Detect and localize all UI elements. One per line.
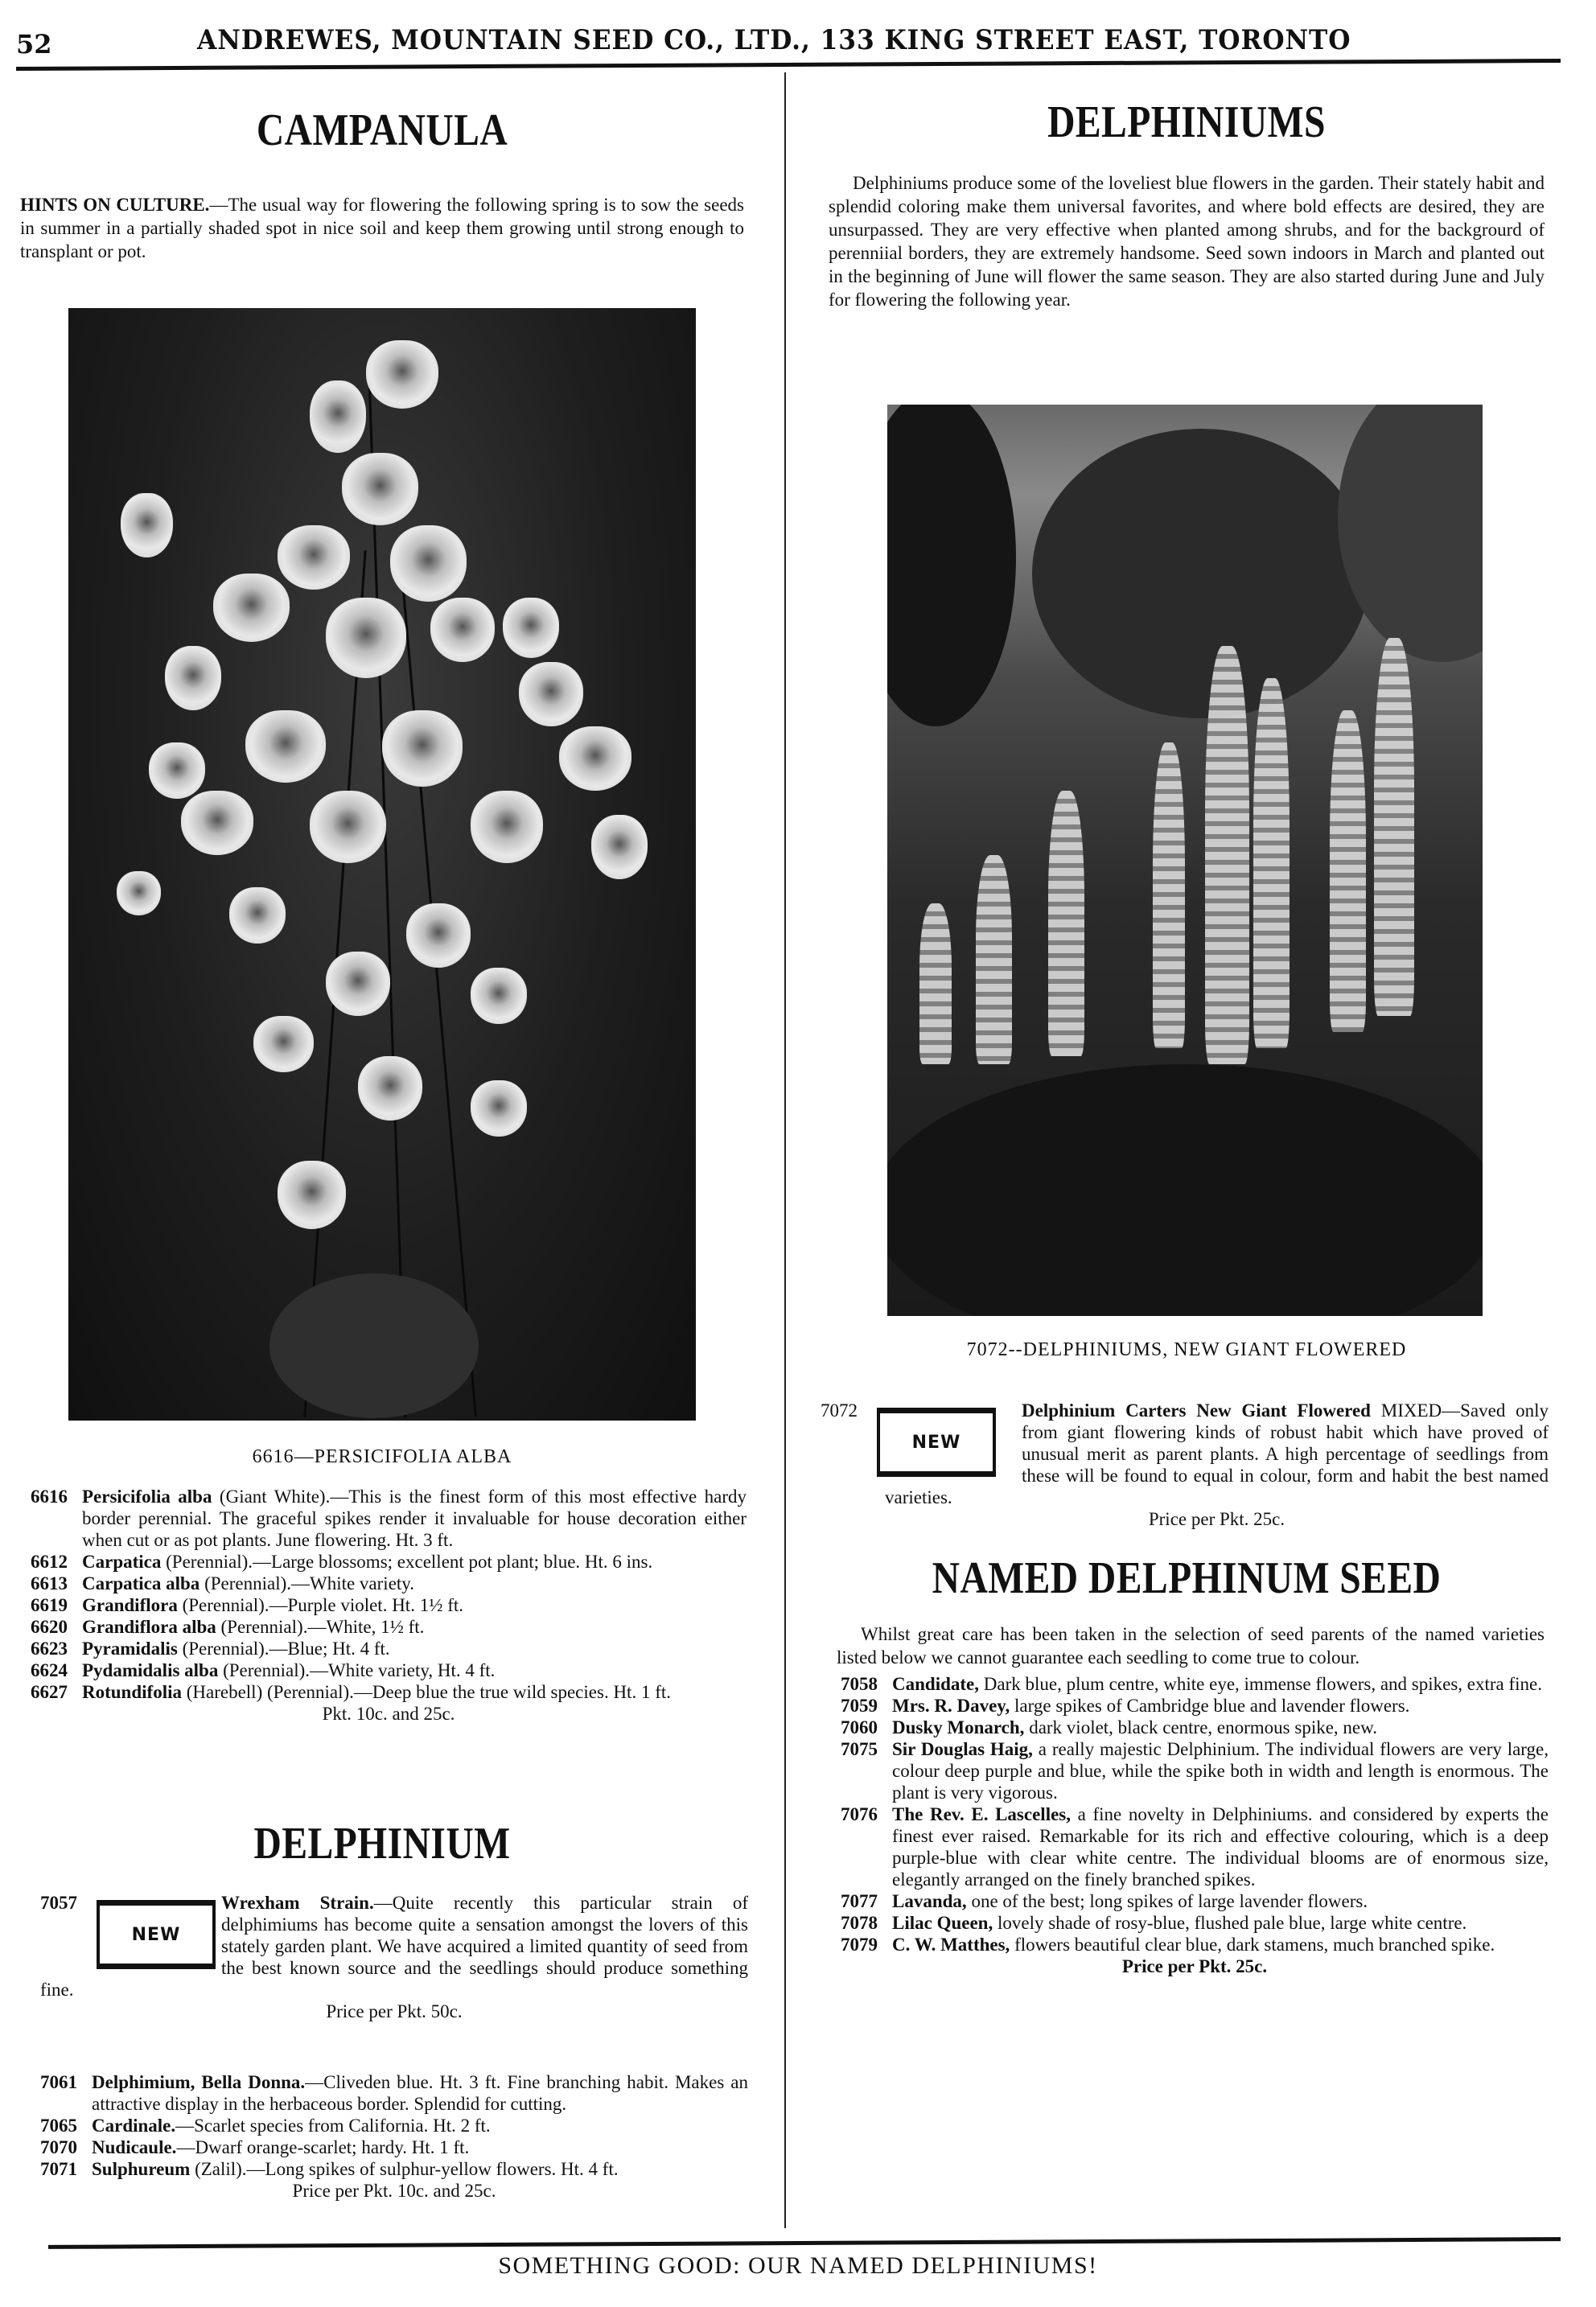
running-header — [16, 24, 1561, 64]
new-badge: NEW — [97, 1900, 216, 1969]
photo-flower — [310, 791, 386, 863]
item-desc: (Giant White).—This is the finest form of this most effective hardy border perennial. The graceful spikes render it invaluable for house decoration either when cut or as pot plants. June flowering. Ht. 3 ft. — [82, 1487, 747, 1550]
item-name: Delphinium Carters New Giant Flowered — [1022, 1400, 1371, 1421]
item-name: Sir Douglas Haig, — [892, 1739, 1033, 1759]
item-code: 6620 — [31, 1617, 68, 1637]
photo-tree — [887, 405, 1016, 726]
item-code: 7059 — [841, 1696, 878, 1716]
item-code: 7061 — [40, 2072, 77, 2092]
item-code: 7058 — [841, 1674, 878, 1694]
photo-flower — [406, 903, 471, 968]
photo-flower-spike — [1153, 742, 1185, 1048]
item-code: 7078 — [841, 1913, 878, 1933]
list-item — [841, 1912, 1549, 1934]
photo-flower-spike — [1374, 638, 1414, 1016]
item-name: Wrexham Strain. — [221, 1893, 374, 1913]
item-name: Cardinale. — [92, 2116, 176, 2136]
item-desc: —Scarlet species from California. Ht. 2 ft. — [175, 2116, 491, 2136]
item-desc: a really majestic Delphinium. The individual flowers are very large, colour deep purple and blue, while the spike both in width and length is enormous. The plant is very vigorous. — [892, 1739, 1549, 1803]
photo-flower — [358, 1056, 422, 1121]
photo-flower — [559, 726, 631, 791]
photo-flower — [278, 1161, 346, 1229]
new-item-7057 — [40, 1892, 748, 2073]
photo-flower — [471, 968, 527, 1024]
item-code: 7077 — [841, 1891, 878, 1911]
list-item — [31, 1616, 747, 1638]
new-item-text — [885, 1400, 1549, 1530]
photo-flower — [310, 380, 366, 453]
list-item — [31, 1681, 747, 1703]
item-code: 6623 — [31, 1639, 68, 1659]
photo-flower — [278, 525, 350, 590]
list-item — [31, 1551, 747, 1573]
new-item-text — [40, 1892, 748, 2022]
footer-slogan: SOMETHING GOOD: OUR NAMED DELPHINIUMS! — [498, 2252, 1098, 2279]
item-desc: lovely shade of rosy-blue, flushed pale blue, large white centre. — [993, 1913, 1467, 1933]
item-code: 7072 — [821, 1400, 858, 1421]
item-code: 6616 — [31, 1487, 68, 1507]
photo-flower-spike — [1205, 646, 1249, 1064]
photo-stem — [368, 372, 406, 1417]
list-item — [31, 1573, 747, 1594]
item-desc: (Perennial).—Blue; Ht. 4 ft. — [177, 1639, 390, 1659]
item-desc: (Perennial).—White variety. — [200, 1573, 415, 1594]
photo-flower — [519, 662, 583, 726]
photo-flower — [121, 493, 173, 557]
item-name: Nudicaule. — [92, 2137, 177, 2157]
campanula-heading: CAMPANULA — [256, 105, 508, 155]
photo-flower — [181, 791, 253, 855]
photo-flower — [471, 1080, 527, 1137]
item-name: Carpatica — [82, 1552, 162, 1572]
photo-flower — [245, 710, 326, 783]
item-code: 7079 — [841, 1935, 878, 1955]
photo-flower — [503, 598, 559, 658]
delphinium-list — [40, 2071, 748, 2202]
photo-flower — [382, 710, 463, 787]
list-item — [841, 1890, 1549, 1912]
delphiniums-intro: Delphiniums produce some of the loveliest blue flowers in the garden. Their stately habit and splendid coloring make them universal favorites, and where bold effects are desired, they are unsurpassed. They are very effective when planted among shrubs, and for the backgrourd of perenniial borders, they are extremely handsome. Seed sown indoors in March and planted out in the beginning of June will flower the same season. They are also started during June and July for flowering the following year. — [829, 173, 1545, 310]
item-code: 6613 — [31, 1573, 68, 1594]
item-desc: (Perennial).—White, 1½ ft. — [216, 1617, 425, 1637]
photo-flower-spike — [1330, 710, 1366, 1032]
photo-flower — [326, 598, 406, 678]
bottom-rule — [48, 2237, 1561, 2249]
item-code: 6619 — [31, 1595, 68, 1615]
item-code: 7060 — [841, 1717, 878, 1737]
item-name: Lilac Queen, — [892, 1913, 993, 1933]
item-desc: MIXED—Saved only from giant flowering kinds of robust habit which have proved of unusual merit as parent plants. A high percentage of seedlings from these will be found to equal in colour, form and habit the best named varieties. — [885, 1400, 1549, 1507]
photo-flower — [253, 1016, 314, 1072]
item-desc: (Perennial).—Purple violet. Ht. 1½ ft. — [177, 1595, 463, 1615]
photo-flower — [165, 646, 221, 710]
photo-foliage — [887, 1064, 1483, 1316]
item-code: 6612 — [31, 1552, 68, 1572]
item-desc: —Dwarf orange-scarlet; hardy. Ht. 1 ft. — [176, 2137, 470, 2157]
photo-flower — [430, 598, 495, 662]
item-name: Grandiflora — [82, 1595, 178, 1615]
item-name: Mrs. R. Davey, — [892, 1696, 1010, 1716]
item-desc: —Cliveden blue. Ht. 3 ft. Fine branching habit. Makes an attractive display in the herbaceous border. Splendid for cutting. — [92, 2072, 748, 2114]
delphiniums-heading: DELPHINIUMS — [1047, 97, 1326, 147]
photo-flower — [229, 887, 286, 944]
hints-on-culture — [20, 193, 744, 263]
list-item — [841, 1934, 1549, 1955]
hints-text: —The usual way for flowering the following spring is to sow the seeds in summer in a partially shaded spot in nice soil and keep them growing until strong enough to transplant or pot. — [20, 195, 745, 261]
photo-flower — [149, 742, 205, 799]
item-desc: (Perennial).—Large blossoms; excellent pot plant; blue. Ht. 6 ins. — [161, 1552, 653, 1572]
list-item — [40, 2158, 748, 2180]
photo-flower — [366, 340, 438, 409]
item-code: 7076 — [841, 1804, 878, 1824]
list-item — [841, 1803, 1549, 1890]
delphiniums-photo — [887, 405, 1483, 1316]
item-desc: (Harebell) (Perennial).—Deep blue the true wild species. Ht. 1 ft. — [181, 1682, 671, 1702]
item-desc: —Quite recently this particular strain of delphimiums has become quite a sensation amongst the lovers of this stately garden plant. We have acquired a limited quantity of seed from the best known source and the seedlings should produce something fine. — [40, 1893, 748, 2000]
item-code: 6624 — [31, 1660, 68, 1680]
item-name: Pyramidalis — [82, 1639, 178, 1659]
named-list — [841, 1673, 1549, 1977]
item-name: Carpatica alba — [82, 1573, 200, 1594]
list-item — [31, 1486, 747, 1551]
photo-flower — [342, 453, 418, 525]
list-item — [40, 2115, 748, 2136]
campanula-photo-caption: 6616—PERSICIFOLIA ALBA — [252, 1446, 512, 1467]
item-desc: Dark blue, plum centre, white eye, immense flowers, and spikes, extra fine. — [979, 1674, 1542, 1694]
photo-flower-spike — [1253, 678, 1290, 1048]
item-name: Candidate, — [892, 1674, 979, 1694]
campanula-photo — [68, 308, 696, 1421]
list-item — [841, 1738, 1549, 1803]
photo-flower — [213, 574, 290, 642]
item-code: 7057 — [40, 1893, 77, 1913]
item-desc: one of the best; long spikes of large lavender flowers. — [966, 1891, 1368, 1911]
column-divider — [784, 72, 786, 2228]
item-name: Rotundifolia — [82, 1682, 182, 1702]
delphiniums-photo-caption: 7072--DELPHINIUMS, NEW GIANT FLOWERED — [966, 1339, 1407, 1360]
item-name: Persicifolia alba — [82, 1487, 212, 1507]
new-badge: NEW — [877, 1408, 996, 1477]
hints-label: HINTS ON CULTURE. — [20, 195, 210, 215]
item-name: Lavanda, — [892, 1891, 967, 1911]
list-item — [841, 1695, 1549, 1717]
item-code: 7065 — [40, 2116, 77, 2136]
photo-foliage — [269, 1273, 479, 1418]
item-desc: (Perennial).—White variety, Ht. 4 ft. — [218, 1660, 496, 1680]
photo-flower — [591, 815, 648, 879]
new-item-price: Price per Pkt. 25c. — [1148, 1509, 1285, 1529]
item-desc: (Zalil).—Long spikes of sulphur-yellow flowers. Ht. 4 ft. — [190, 2159, 619, 2179]
item-desc: large spikes of Cambridge blue and lavender flowers. — [1010, 1696, 1410, 1716]
photo-tree — [1032, 429, 1370, 718]
item-desc: dark violet, black centre, enormous spike, new. — [1024, 1717, 1377, 1737]
list-item — [31, 1638, 747, 1659]
photo-flower — [117, 871, 161, 915]
photo-flower — [390, 525, 467, 602]
campanula-price: Pkt. 10c. and 25c. — [322, 1704, 455, 1724]
named-price: Price per Pkt. 25c. — [1121, 1956, 1268, 1976]
item-name: Sulphureum — [92, 2159, 191, 2179]
item-name: Pydamidalis alba — [82, 1660, 219, 1680]
item-name: C. W. Matthes, — [892, 1935, 1010, 1955]
item-name: The Rev. E. Lascelles, — [892, 1804, 1071, 1824]
photo-flower-spike — [919, 903, 952, 1064]
item-name: Grandiflora alba — [82, 1617, 216, 1637]
photo-flower-spike — [1048, 791, 1084, 1056]
photo-flower-spike — [976, 855, 1012, 1064]
badge-spacer — [40, 1892, 221, 1979]
item-desc: flowers beautiful clear blue, dark stamens, much branched spike. — [1010, 1935, 1495, 1955]
page-number: 52 — [16, 29, 52, 60]
campanula-list — [31, 1486, 747, 1725]
item-name: Dusky Monarch, — [892, 1717, 1025, 1737]
item-code: 7070 — [40, 2137, 77, 2157]
list-item — [31, 1594, 747, 1616]
list-item — [841, 1717, 1549, 1738]
item-code: 6627 — [31, 1682, 68, 1702]
item-name: Delphimium, Bella Donna. — [92, 2072, 306, 2092]
item-code: 7075 — [841, 1739, 878, 1759]
new-item-7072 — [821, 1400, 1549, 1536]
list-item — [40, 2071, 748, 2115]
delphinium-price: Price per Pkt. 10c. and 25c. — [292, 2181, 496, 2201]
list-item — [841, 1673, 1549, 1695]
badge-spacer — [885, 1400, 1022, 1487]
named-intro: Whilst great care has been taken in the selection of seed parents of the named varieties listed below we cannot guarantee each seedling to come true to colour. — [837, 1624, 1545, 1668]
item-code: 7071 — [40, 2159, 77, 2179]
named-delphinum-heading: NAMED DELPHINUM SEED — [932, 1553, 1442, 1603]
list-item — [40, 2136, 748, 2158]
delphinium-heading: DELPHINIUM — [253, 1819, 511, 1869]
publisher-heading: ANDREWES, MOUNTAIN SEED CO., LTD., 133 KING STREET EAST, TORONTO — [197, 24, 1351, 56]
list-item — [31, 1659, 747, 1681]
photo-flower — [471, 791, 543, 863]
item-desc: a fine novelty in Delphiniums. and considered by experts the finest ever raised. Remarkable for its rich and effective colouring, which is a deep purple-blue with clear white centre. The individual blooms are of enormous size, elegantly arranged on the finely branched spikes. — [892, 1804, 1549, 1890]
new-item-price: Price per Pkt. 50c. — [326, 2001, 463, 2021]
photo-flower — [326, 952, 390, 1016]
